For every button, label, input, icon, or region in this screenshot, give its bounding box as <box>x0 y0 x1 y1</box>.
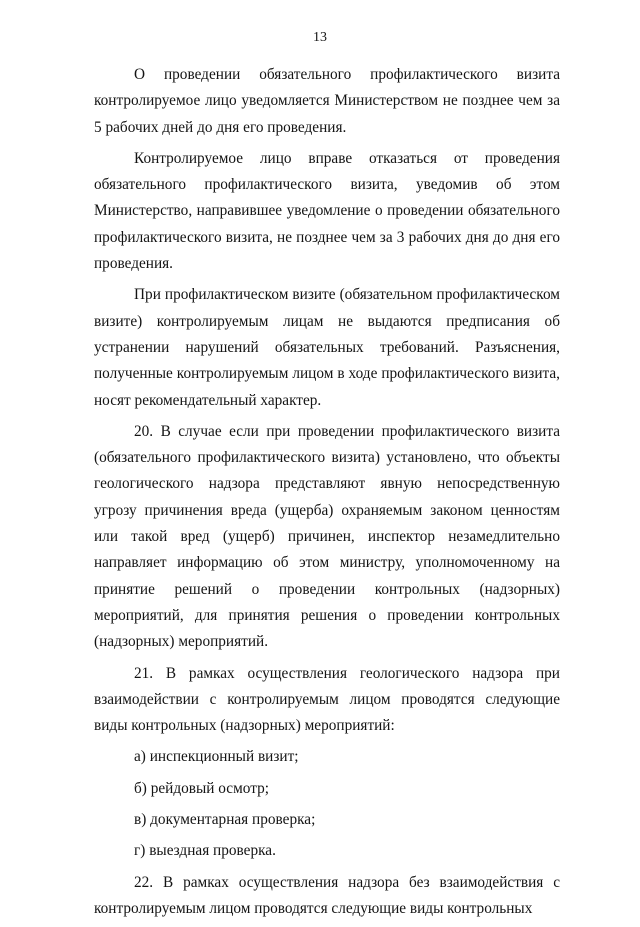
paragraph-visit-refusal: Контролируемое лицо вправе отказаться от проведения обязательного профилактического визита, уведомив об этом Министерство, направившее уведомление о проведении обязательного профилактического визита, не позднее чем за 3 рабочих дня до дня его проведения. <box>94 149 560 273</box>
document-body <box>94 62 560 927</box>
paragraph-clause-20: 20. В случае если при проведении профилактического визита (обязательного профилактического визита) установлено, что объекты геологического надзора представляют явную непосредственную угрозу причинения вреда (ущерба) охраняемым законом ценностям или такой вред (ущерб) причинен, инспектор незамедлительно направляет информацию об этом министру, уполномоченному на принятие решений о проведении контрольных (надзорных) мероприятий, для принятия решения о проведении контрольных (надзорных) мероприятий. <box>94 422 560 651</box>
list-item-documentary-check: в) документарная проверка; <box>134 811 316 829</box>
paragraph-clause-21: 21. В рамках осуществления геологического надзора при взаимодействии с контролируемым лицом проводятся следующие виды контрольных (надзорных) мероприятий: <box>94 664 560 735</box>
list-item-field-check: г) выездная проверка. <box>134 842 276 860</box>
list-item-inspection-visit: а) инспекционный визит; <box>134 748 299 766</box>
page-number: 13 <box>313 30 327 45</box>
paragraph-no-prescriptions: При профилактическом визите (обязательном профилактическом визите) контролируемым лицам не выдаются предписания об устранении нарушений обязательных требований. Разъяснения, полученные контролируемым лицом в ходе профилактического визита, носят рекомендательный характер. <box>94 286 560 409</box>
paragraph-visit-notice: О проведении обязательного профилактического визита контролируемое лицо уведомляется Министерством не позднее чем за 5 рабочих дней до дня его проведения. <box>94 66 560 136</box>
list-item-raid-inspection: б) рейдовый осмотр; <box>134 779 269 797</box>
paragraph-clause-22: 22. В рамках осуществления надзора без взаимодействия с контролируемым лицом проводятся следующие виды контрольных <box>94 873 560 917</box>
